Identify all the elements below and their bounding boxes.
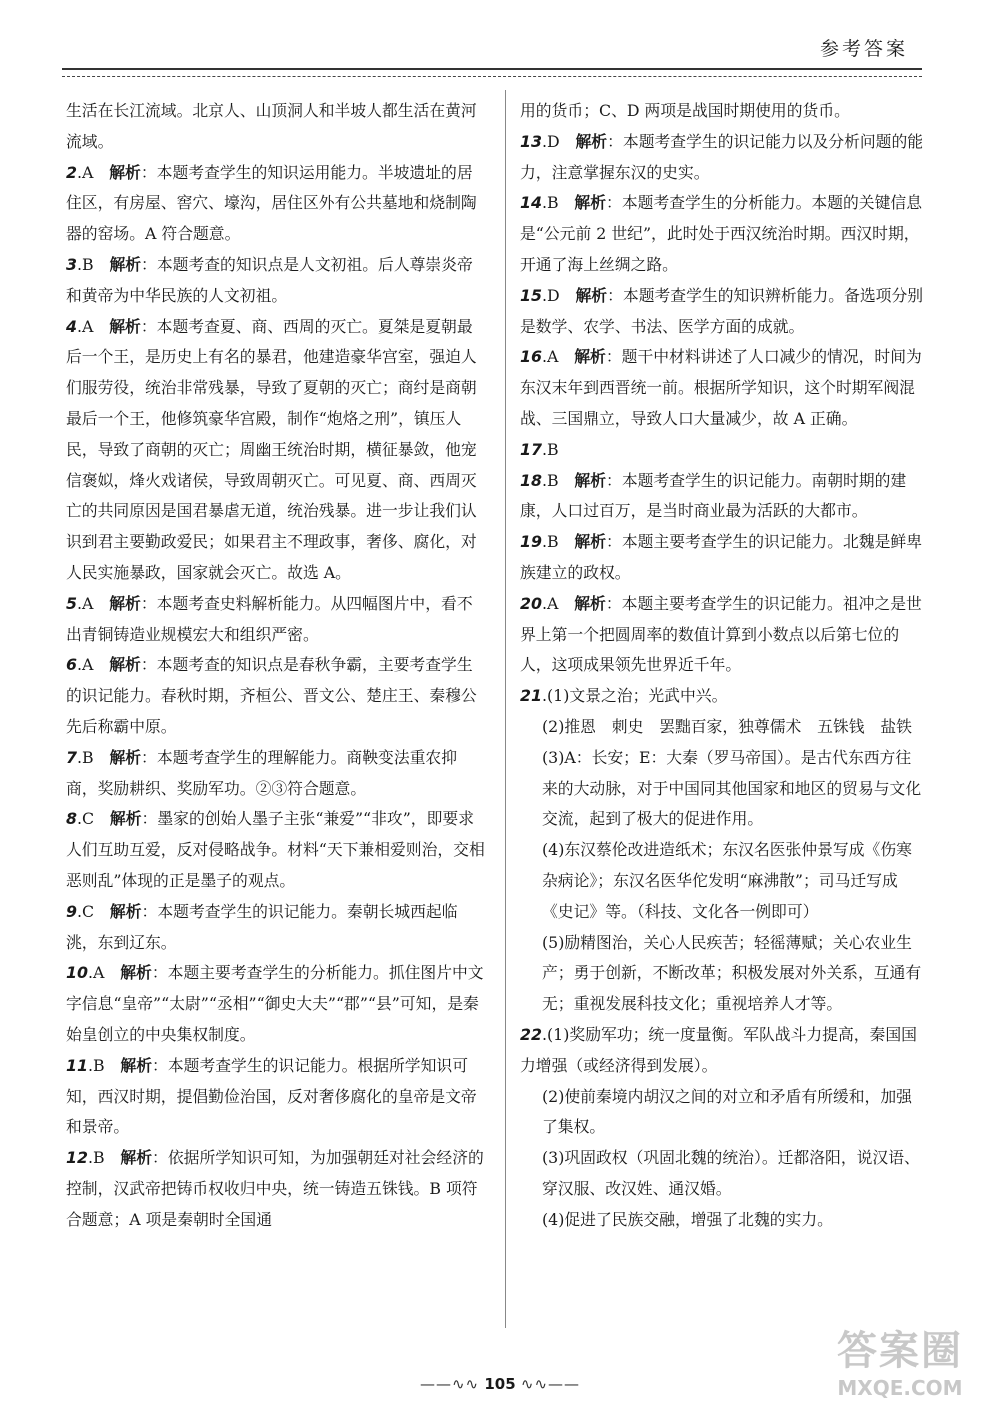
sub-answer: (1)文景之治；光武中兴。 bbox=[547, 686, 728, 706]
answer-text: 本题考查史料解析能力。从四幅图片中，看不出青铜铸造业规模宏大和组织严密。 bbox=[66, 593, 473, 644]
answer-text: 本题主要考查学生的分析能力。抓住图片中文字信息“皇帝”“太尉”“丞相”“御史大夫”“郡”“县”可知，是秦始皇创立的中央集权制度。 bbox=[66, 963, 484, 1044]
question-number: 13 bbox=[520, 131, 542, 151]
question-number: 14 bbox=[520, 193, 542, 213]
analysis-label: 解析 bbox=[109, 901, 142, 921]
header-rule bbox=[62, 68, 922, 77]
question-number: 15 bbox=[520, 285, 542, 305]
answer-choice: B bbox=[82, 747, 94, 767]
sub-answer: (2)使前秦境内胡汉之间的对立和矛盾有所缓和，加强了集权。 bbox=[542, 1086, 912, 1137]
answer-item: 3.B 解析：本题考查的知识点是人文初祖。后人尊崇炎帝和黄帝为中华民族的人文初祖。 bbox=[66, 254, 473, 305]
analysis-label: 解析 bbox=[120, 1148, 153, 1168]
question-number: 7 bbox=[66, 747, 77, 767]
question-number: 9 bbox=[66, 901, 77, 921]
analysis-label: 解析 bbox=[109, 254, 142, 274]
sub-answer: (3)A：长安；E：大秦（罗马帝国）。是古代东西方往来的大动脉，对于中国同其他国家和地区的贸易与文化交流，起到了极大的促进作用。 bbox=[542, 747, 922, 829]
page-header-title: 参考答案 bbox=[819, 38, 908, 60]
footer-ornament-left: ——∿∿ bbox=[419, 1375, 480, 1393]
right-column bbox=[520, 96, 925, 1235]
answer-item: 10.A 解析：本题主要考查学生的分析能力。抓住图片中文字信息“皇帝”“太尉”“丞相”“御史大夫”“郡”“县”可知，是秦始皇创立的中央集权制度。 bbox=[66, 963, 484, 1044]
sub-answer: (3)巩固政权（巩固北魏的统治）。迁都洛阳，说汉语、穿汉服、改汉姓、通汉婚。 bbox=[542, 1148, 920, 1198]
question-number: 2 bbox=[66, 162, 77, 182]
answer-choice: A bbox=[547, 347, 559, 367]
answer-text: 墨家的创始人墨子主张“兼爱”“非攻”，即要求人们互助互爱，反对侵略战争。材料“天下兼相爱则治，交相恶则乱”体现的正是墨子的观点。 bbox=[66, 809, 485, 890]
watermark-line2: MXQE.COM bbox=[837, 1376, 963, 1400]
analysis-label: 解析 bbox=[109, 747, 142, 767]
analysis-label: 解析 bbox=[109, 316, 141, 336]
answer-choice: B bbox=[547, 532, 559, 552]
answer-text: 本题考查学生的知识运用能力。半坡遗址的居住区，有房屋、窖穴、壕沟，居住区外有公共墓地和烧制陶器的窑场。A 符合题意。 bbox=[66, 162, 477, 244]
question-number: 5 bbox=[66, 593, 77, 613]
question-number: 22 bbox=[520, 1024, 542, 1044]
answer-choice: A bbox=[547, 593, 559, 613]
page-number: 105 bbox=[484, 1375, 516, 1393]
analysis-label: 解析 bbox=[574, 593, 606, 613]
sub-answer: (1)奖励军功；统一度量衡。军队战斗力提高，秦国国力增强（或经济得到发展）。 bbox=[520, 1024, 917, 1075]
analysis-label: 解析 bbox=[574, 347, 606, 367]
analysis-label: 解析 bbox=[575, 285, 608, 305]
question-number: 10 bbox=[66, 963, 88, 983]
answer-choice: C bbox=[82, 901, 95, 921]
answer-choice: B bbox=[93, 1148, 105, 1168]
analysis-label: 解析 bbox=[574, 193, 607, 213]
answer-choice: A bbox=[82, 162, 94, 182]
answer-text: 题干中材料讲述了人口减少的情况，时间为东汉末年到西晋统一前。根据所学知识，这个时期军阀混战、三国鼎立，导致人口大量减少，故 A 正确。 bbox=[520, 347, 922, 428]
answer-text: 本题考查学生的识记能力。南朝时期的建康，人口过百万，是当时商业最为活跃的大都市。 bbox=[520, 470, 907, 521]
watermark-logo bbox=[820, 1327, 980, 1417]
sub-answer: (5)励精图治，关心人民疾苦；轻徭薄赋；关心农业生产；勇于创新，不断改革；积极发展对外关系，互通有无；重视发展科技文化；重视培养人才等。 bbox=[542, 932, 922, 1014]
sub-answer: (4)东汉蔡伦改进造纸术；东汉名医张仲景写成《伤寒杂病论》；东汉名医华佗发明“麻沸散”；司马迁写成《史记》等。（科技、文化各一例即可） bbox=[542, 840, 912, 921]
answer-choice: B bbox=[547, 193, 559, 213]
analysis-label: 解析 bbox=[109, 809, 142, 829]
answer-choice: C bbox=[82, 809, 95, 829]
answer-item: 16.A 解析：题干中材料讲述了人口减少的情况，时间为东汉末年到西晋统一前。根据所学知识，这个时期军阀混战、三国鼎立，导致人口大量减少，故 A 正确。 bbox=[520, 347, 922, 428]
answer-item: 20.A 解析：本题主要考查学生的识记能力。祖冲之是世界上第一个把圆周率的数值计算到小数点以后第七位的人，这项成果领先世界近千年。 bbox=[520, 593, 922, 675]
watermark-line1: 答案圈 bbox=[837, 1328, 963, 1374]
answer-text: 本题主要考查学生的识记能力。祖冲之是世界上第一个把圆周率的数值计算到小数点以后第七位的人，这项成果领先世界近千年。 bbox=[520, 593, 922, 675]
sub-answer: (4)促进了民族交融，增强了北魏的实力。 bbox=[542, 1209, 833, 1229]
question-number: 19 bbox=[520, 532, 542, 552]
answer-item: 2.A 解析：本题考查学生的知识运用能力。半坡遗址的居住区，有房屋、窖穴、壕沟，居住区外有公共墓地和烧制陶器的窑场。A 符合题意。 bbox=[66, 162, 477, 244]
answer-text: 本题考查的知识点是春秋争霸，主要考查学生的识记能力。春秋时期，齐桓公、晋文公、楚庄王、秦穆公先后称霸中原。 bbox=[66, 655, 477, 736]
answer-item: 12.B 解析：依据所学知识可知，为加强朝廷对社会经济的控制，汉武帝把铸币权收归中央，统一铸造五铢钱。B 项符合题意；A 项是秦朝时全国通 bbox=[66, 1148, 484, 1229]
analysis-label: 解析 bbox=[109, 162, 141, 182]
analysis-label: 解析 bbox=[574, 532, 607, 552]
answer-text: 本题考查夏、商、西周的灭亡。夏桀是夏朝最后一个王，是历史上有名的暴君，他建造豪华宫室，强迫人们服劳役，统治非常残暴，导致了夏朝的灭亡；商纣是商朝最后一个王，他修筑豪华宫殿，制作“炮烙之刑”，镇压人民，导致了商朝的灭亡；周幽王统治时期，横征暴敛，他宠信褒姒，烽火戏诸侯，导致周朝灭亡。可见夏、商、西周灭亡的共同原因是国君暴虐无道，统治残暴。进一步让我们认识到君主要勤政爱民；如果君主不理政事，奢侈、腐化，对人民实施暴政，国家就会灭亡。故选 A。 bbox=[66, 316, 477, 582]
answer-item: 19.B 解析：本题主要考查学生的识记能力。北魏是鲜卑族建立的政权。 bbox=[520, 532, 922, 582]
answer-choice: B bbox=[93, 1055, 105, 1075]
answer-text: 本题考查学生的分析能力。本题的关键信息是“公元前 2 世纪”，此时处于西汉统治时期。西汉时期，开通了海上丝绸之路。 bbox=[520, 193, 922, 274]
analysis-label: 解析 bbox=[574, 470, 607, 490]
answer-item: 9.C 解析：本题考查学生的识记能力。秦朝长城西起临洮，东到辽东。 bbox=[66, 901, 458, 952]
answer-text: 本题主要考查学生的识记能力。北魏是鲜卑族建立的政权。 bbox=[520, 532, 922, 582]
question-number: 3 bbox=[66, 254, 77, 274]
answer-item: 8.C 解析：墨家的创始人墨子主张“兼爱”“非攻”，即要求人们互助互爱，反对侵略战争。材料“天下兼相爱则治，交相恶则乱”体现的正是墨子的观点。 bbox=[66, 809, 485, 890]
answer-choice: B bbox=[547, 439, 559, 459]
answer-choice: B bbox=[82, 254, 94, 274]
answer-item: 21.(1)文景之治；光武中兴。 (2)推恩 刺史 罢黜百家，独尊儒术 五铢钱 盐铁 (3)A：长安；E：大秦（罗马帝国）。是古代东西方往来的大动脉，对于中国同其他国家和地区的贸易与文化交流，起到了极大的促进作用。 (4)东汉蔡伦改进造纸术；东汉名医张仲景写成《伤寒杂病论》；东汉名医华佗发明“麻沸散”；司马迁写成《史记》等。（科技、文化各一例即可） (5)励精图治，关心人民疾苦；轻徭薄赋；关心农业生产；勇于创新，不断改革；积极发展对外关系，互通有无；重视发展科技文化；重视培养人才等。 bbox=[520, 681, 925, 1020]
answer-text: 本题考查学生的识记能力。秦朝长城西起临洮，东到辽东。 bbox=[66, 901, 458, 952]
question-number: 4 bbox=[66, 316, 77, 336]
left-column bbox=[66, 96, 486, 1235]
answer-choice: D bbox=[547, 285, 560, 305]
answer-item bbox=[520, 96, 925, 127]
answer-item: 17.B bbox=[520, 439, 559, 459]
question-number: 18 bbox=[520, 470, 542, 490]
question-number: 20 bbox=[520, 593, 542, 613]
answer-choice: A bbox=[82, 593, 94, 613]
question-number: 8 bbox=[66, 809, 77, 829]
answer-item: 14.B 解析：本题考查学生的分析能力。本题的关键信息是“公元前 2 世纪”，此时处于西汉统治时期。西汉时期，开通了海上丝绸之路。 bbox=[520, 193, 922, 274]
question-number: 6 bbox=[66, 655, 77, 675]
question-number: 17 bbox=[520, 439, 542, 459]
answer-text: 本题考查学生的知识辨析能力。备选项分别是数学、农学、书法、医学方面的成就。 bbox=[520, 285, 924, 336]
question-number: 21 bbox=[520, 686, 542, 706]
answer-item: 18.B 解析：本题考查学生的识记能力。南朝时期的建康，人口过百万，是当时商业最为活跃的大都市。 bbox=[520, 470, 907, 521]
answer-item: 13.D 解析：本题考查学生的识记能力以及分析问题的能力，注意掌握东汉的史实。 bbox=[520, 131, 924, 182]
answer-text: 生活在长江流域。北京人、山顶洞人和半坡人都生活在黄河流域。 bbox=[66, 101, 477, 151]
answer-item bbox=[66, 96, 486, 158]
answer-choice: A bbox=[82, 655, 94, 675]
answer-text: 本题考查的知识点是人文初祖。后人尊崇炎帝和黄帝为中华民族的人文初祖。 bbox=[66, 254, 473, 305]
answer-choice: D bbox=[547, 131, 560, 151]
question-number: 11 bbox=[66, 1055, 88, 1075]
answer-item: 4.A 解析：本题考查夏、商、西周的灭亡。夏桀是夏朝最后一个王，是历史上有名的暴君，他建造豪华宫室，强迫人们服劳役，统治非常残暴，导致了夏朝的灭亡；商纣是商朝最后一个王，他修筑豪华宫殿，制作“炮烙之刑”，镇压人民，导致了商朝的灭亡；周幽王统治时期，横征暴敛，他宠信褒姒，烽火戏诸侯，导致周朝灭亡。可见夏、商、西周灭亡的共同原因是国君暴虐无道，统治残暴。进一步让我们认识到君主要勤政爱民；如果君主不理政事，奢侈、腐化，对人民实施暴政，国家就会灭亡。故选 A。 bbox=[66, 316, 477, 582]
answer-item: 11.B 解析：本题考查学生的识记能力。根据所学知识可知，西汉时期，提倡勤俭治国，反对奢侈腐化的皇帝是文帝和景帝。 bbox=[66, 1055, 477, 1137]
answer-item: 7.B 解析：本题考查学生的理解能力。商鞅变法重农抑商，奖励耕织、奖励军功。②③符合题意。 bbox=[66, 747, 458, 798]
answer-text: 本题考查学生的理解能力。商鞅变法重农抑商，奖励耕织、奖励军功。②③符合题意。 bbox=[66, 747, 458, 798]
analysis-label: 解析 bbox=[120, 963, 152, 983]
analysis-label: 解析 bbox=[109, 593, 141, 613]
answer-text: 本题考查学生的识记能力。根据所学知识可知，西汉时期，提倡勤俭治国，反对奢侈腐化的皇帝是文帝和景帝。 bbox=[66, 1055, 477, 1137]
answer-choice: A bbox=[93, 963, 105, 983]
answer-item: 5.A 解析：本题考查史料解析能力。从四幅图片中，看不出青铜铸造业规模宏大和组织严密。 bbox=[66, 593, 473, 644]
answer-text: 本题考查学生的识记能力以及分析问题的能力，注意掌握东汉的史实。 bbox=[520, 131, 924, 182]
analysis-label: 解析 bbox=[109, 655, 141, 675]
answer-item: 6.A 解析：本题考查的知识点是春秋争霸，主要考查学生的识记能力。春秋时期，齐桓公、晋文公、楚庄王、秦穆公先后称霸中原。 bbox=[66, 655, 477, 736]
answer-text: 依据所学知识可知，为加强朝廷对社会经济的控制，汉武帝把铸币权收归中央，统一铸造五铢钱。B 项符合题意；A 项是秦朝时全国通 bbox=[66, 1148, 484, 1229]
footer-ornament-right: ∿∿—— bbox=[520, 1375, 581, 1393]
question-number: 16 bbox=[520, 347, 542, 367]
answer-choice: A bbox=[82, 316, 94, 336]
answer-choice: B bbox=[547, 470, 559, 490]
column-divider bbox=[505, 90, 506, 1328]
analysis-label: 解析 bbox=[120, 1055, 153, 1075]
analysis-label: 解析 bbox=[575, 131, 608, 151]
sub-answer: (2)推恩 刺史 罢黜百家，独尊儒术 五铢钱 盐铁 bbox=[542, 716, 912, 736]
question-number: 12 bbox=[66, 1148, 88, 1168]
answer-item: 15.D 解析：本题考查学生的知识辨析能力。备选项分别是数学、农学、书法、医学方面的成就。 bbox=[520, 285, 924, 336]
answer-item: 22.(1)奖励军功；统一度量衡。军队战斗力提高，秦国国力增强（或经济得到发展）。 (2)使前秦境内胡汉之间的对立和矛盾有所缓和，加强了集权。 (3)巩固政权（巩固北魏的统治）。迁都洛阳，说汉语、穿汉服、改汉姓、通汉婚。 (4)促进了民族交融，增强了北魏的实力。 bbox=[520, 1020, 925, 1236]
answer-text: 用的货币；C、D 两项是战国时期使用的货币。 bbox=[520, 101, 850, 120]
